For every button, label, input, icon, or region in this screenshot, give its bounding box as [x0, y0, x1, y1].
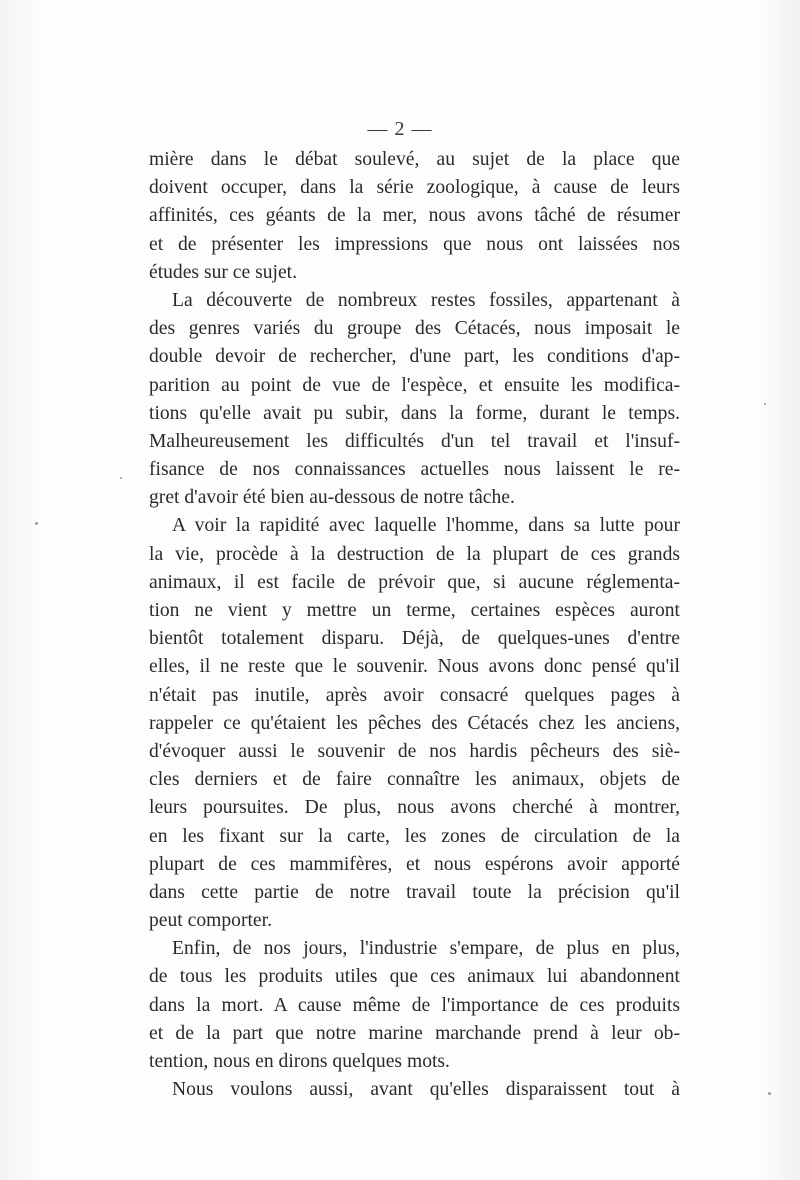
text-line: double devoir de rechercher, d'une part, les conditions d'ap-: [149, 346, 680, 368]
text-line: en les fixant sur la carte, les zones de circulation de la: [149, 825, 680, 847]
text-line: doivent occuper, dans la série zoologique, à cause de leurs: [149, 177, 680, 199]
text-line: parition au point de vue de l'espèce, et ensuite les modifica-: [149, 374, 680, 396]
text-line: Malheureusement les difficultés d'un tel travail et l'insuf-: [149, 430, 680, 452]
text-line: études sur ce sujet.: [149, 261, 297, 283]
text-line: n'était pas inutile, après avoir consacré quelques pages à: [149, 684, 680, 706]
paper-speck: [764, 403, 766, 405]
paper-speck: [35, 522, 38, 525]
text-line: Nous voulons aussi, avant qu'elles disparaissent tout à: [172, 1079, 680, 1101]
text-line: bientôt totalement disparu. Déjà, de quelques-unes d'entre: [149, 628, 680, 650]
text-line: peut comporter.: [149, 910, 272, 932]
text-line: fisance de nos connaissances actuelles nous laissent le re-: [149, 459, 680, 481]
text-line: affinités, ces géants de la mer, nous avons tâché de résumer: [149, 205, 680, 227]
text-line: animaux, il est facile de prévoir que, si aucune réglementa-: [149, 571, 680, 593]
text-line: A voir la rapidité avec laquelle l'homme, dans sa lutte pour: [172, 515, 680, 537]
text-line: tention, nous en dirons quelques mots.: [149, 1051, 450, 1072]
text-line: elles, il ne reste que le souvenir. Nous avons donc pensé qu'il: [149, 656, 680, 678]
text-line: la vie, procède à la destruction de la plupart de ces grands: [149, 543, 680, 565]
text-line: rappeler ce qu'étaient les pêches des Cétacés chez les anciens,: [149, 712, 680, 734]
text-line: des genres variés du groupe des Cétacés, nous imposait le: [149, 318, 680, 340]
page-number: — 2 —: [367, 118, 433, 140]
text-line: plupart de ces mammifères, et nous espérons avoir apporté: [149, 853, 680, 875]
paper-speck: [120, 477, 122, 479]
text-line: Enfin, de nos jours, l'industrie s'empare, de plus en plus,: [172, 938, 680, 960]
text-line: mière dans le débat soulevé, au sujet de la place que: [149, 149, 680, 170]
text-line: tions qu'elle avait pu subir, dans la forme, durant le temps.: [149, 402, 680, 424]
paper-speck: [768, 1092, 771, 1095]
text-line: de tous les produits utiles que ces animaux lui abandonnent: [149, 966, 680, 988]
text-line: cles derniers et de faire connaître les animaux, objets de: [149, 769, 680, 791]
text-line: tion ne vient y mettre un terme, certaines espèces auront: [149, 600, 680, 621]
text-line: dans cette partie de notre travail toute la précision qu'il: [149, 881, 680, 903]
text-line: et de présenter les impressions que nous ont laissées nos: [149, 233, 680, 255]
text-line: dans la mort. A cause même de l'importance de ces produits: [149, 994, 680, 1016]
text-line: La découverte de nombreux restes fossiles, appartenant à: [172, 289, 680, 311]
body-text: [149, 146, 680, 1104]
text-line: et de la part que notre marine marchande prend à leur ob-: [149, 1022, 680, 1044]
text-line: leurs poursuites. De plus, nous avons cherché à montrer,: [149, 797, 680, 819]
text-line: gret d'avoir été bien au-dessous de notre tâche.: [149, 487, 515, 509]
text-line: d'évoquer aussi le souvenir de nos hardis pêcheurs des siè-: [149, 740, 680, 762]
